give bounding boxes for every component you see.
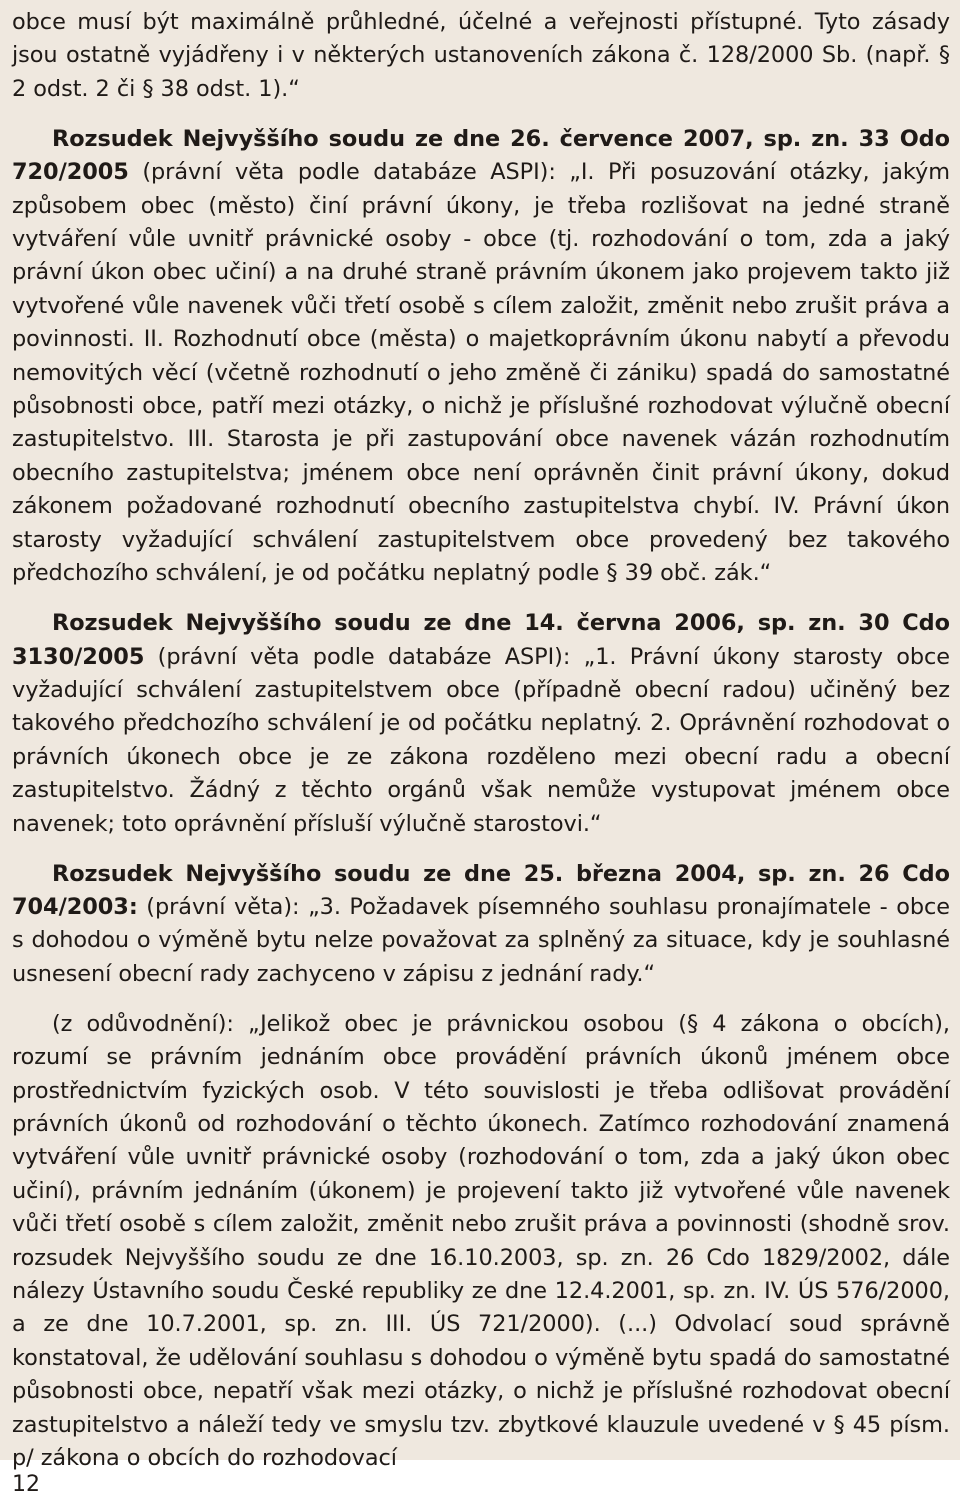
ruling-text: (právní věta podle databáze ASPI): „I. Při posuzování otázky, jakým způsobem obec (město) činí právní úkony, je třeba rozlišovat na jedné straně vytváření vůle uvnitř právnické osoby - obce (tj. rozhodování o tom, zda a jaký právní úkon obec učiní) a na druhé straně právním úkonem jako projevem takto již vytvořené vůle navenek vůči třetí osobě s cílem založit, změnit nebo zrušit práva a povinnosti. II. Rozhodnutí obce (města) o majetkoprávním úkonu nabytí a převodu nemovitých věcí (včetně rozhodnutí o jeho změně či zániku) spadá do samostatné působnosti obce, patří mezi otázky, o nichž je příslušné rozhodovat výlučně obecní zastupitelstvo. III. Starosta je při zastupování obce navenek vázán rozhodnutím obecního zastupitelstva; jménem obce není oprávněn činit právní úkony, dokud zákonem požadované rozhodnutí obecního zastupitelstva chybí. IV. Právní úkon starosty vyžadující schválení zastupitelstvem obce provedený bez takového předchozího schválení, je od počátku neplatný podle § 39 obč. zák.“ [12, 159, 950, 587]
ruling-heading: Rozsudek Nejvyššího soudu ze dne 26. července 2007, sp. zn. 33 Odo 720/2005 [12, 125, 950, 186]
ruling-text: (právní věta): „3. Požadavek písemného souhlasu pronajímatele - obce s dohodou o výměně bytu nelze považovat za splněný za situace, kdy je souhlasné usnesení obecní rady zachyceno v zápisu z jednání rady.“ [12, 893, 950, 987]
ruling-text: (právní věta podle databáze ASPI): „1. Právní úkony starosty obce vyžadující schválení zastupitelstvem obce (případně obecní radou) učiněný bez takového předchozího schválení je od počátku neplatný. 2. Oprávnění rozhodovat o právních úkonech obce je ze zákona rozděleno mezi obecní radu a obecní zastupitelstvo. Žádný z těchto orgánů však nemůže vystupovat jménem obce navenek; toto oprávnění přísluší výlučně starostovi.“ [12, 643, 950, 837]
page-number: 12 [12, 1472, 40, 1497]
ruling-heading: Rozsudek Nejvyššího soudu ze dne 25. března 2004, sp. zn. 26 Cdo 704/2003: [12, 860, 950, 920]
paragraph-intro [12, 6, 950, 106]
paragraph-ruling-2007 [12, 123, 950, 591]
paragraph-ruling-2006 [12, 607, 950, 841]
paragraph-text: obce musí být maximálně průhledné, účelné a veřejnosti přístupné. Tyto zásady jsou ostatně vyjádřeny i v některých ustanoveních zákona č. 128/2000 Sb. (např. § 2 odst. 2 či § 38 odst. 1).“ [12, 9, 950, 102]
document-body [12, 6, 950, 1475]
paragraph-reasoning [12, 1008, 950, 1476]
ruling-heading: Rozsudek Nejvyššího soudu ze dne 14. června 2006, sp. zn. 30 Cdo 3130/2005 [12, 610, 950, 670]
paragraph-text: (z odůvodnění): „Jelikož obec je právnickou osobou (§ 4 zákona o obcích), rozumí se právním jednáním obce provádění právních úkonů jménem obce prostřednictvím fyzických osob. V této souvislosti je třeba odlišovat provádění právních úkonů od rozhodování o těchto úkonech. Zatímco rozhodování znamená vytváření vůle uvnitř právnické osoby (rozhodování o tom, zda a jaký úkon obec učiní), právním jednáním (úkonem) je projevení takto již vytvořené vůle navenek vůči třetí osobě s cílem založit, změnit nebo zrušit práva a povinnosti (shodně srov. rozsudek Nejvyššího soudu ze dne 16.10.2003, sp. zn. 26 Cdo 1829/2002, dále nálezy Ústavního soudu České republiky ze dne 12.4.2001, sp. zn. IV. ÚS 576/2000, a ze dne 10.7.2001, sp. zn. III. ÚS 721/2000). (...) Odvolací soud správně konstatoval, že udělování souhlasu s dohodou o výměně bytu spadá do samostatné působnosti obce, nepatří však mezi otázky, o nichž je příslušné rozhodovat obecní zastupitelstvo a náleží tedy ve smyslu tzv. zbytkové klauzule uvedené v § 45 písm. p/ zákona o obcích do rozhodovací [12, 1010, 950, 1472]
paragraph-ruling-2004 [12, 858, 950, 992]
